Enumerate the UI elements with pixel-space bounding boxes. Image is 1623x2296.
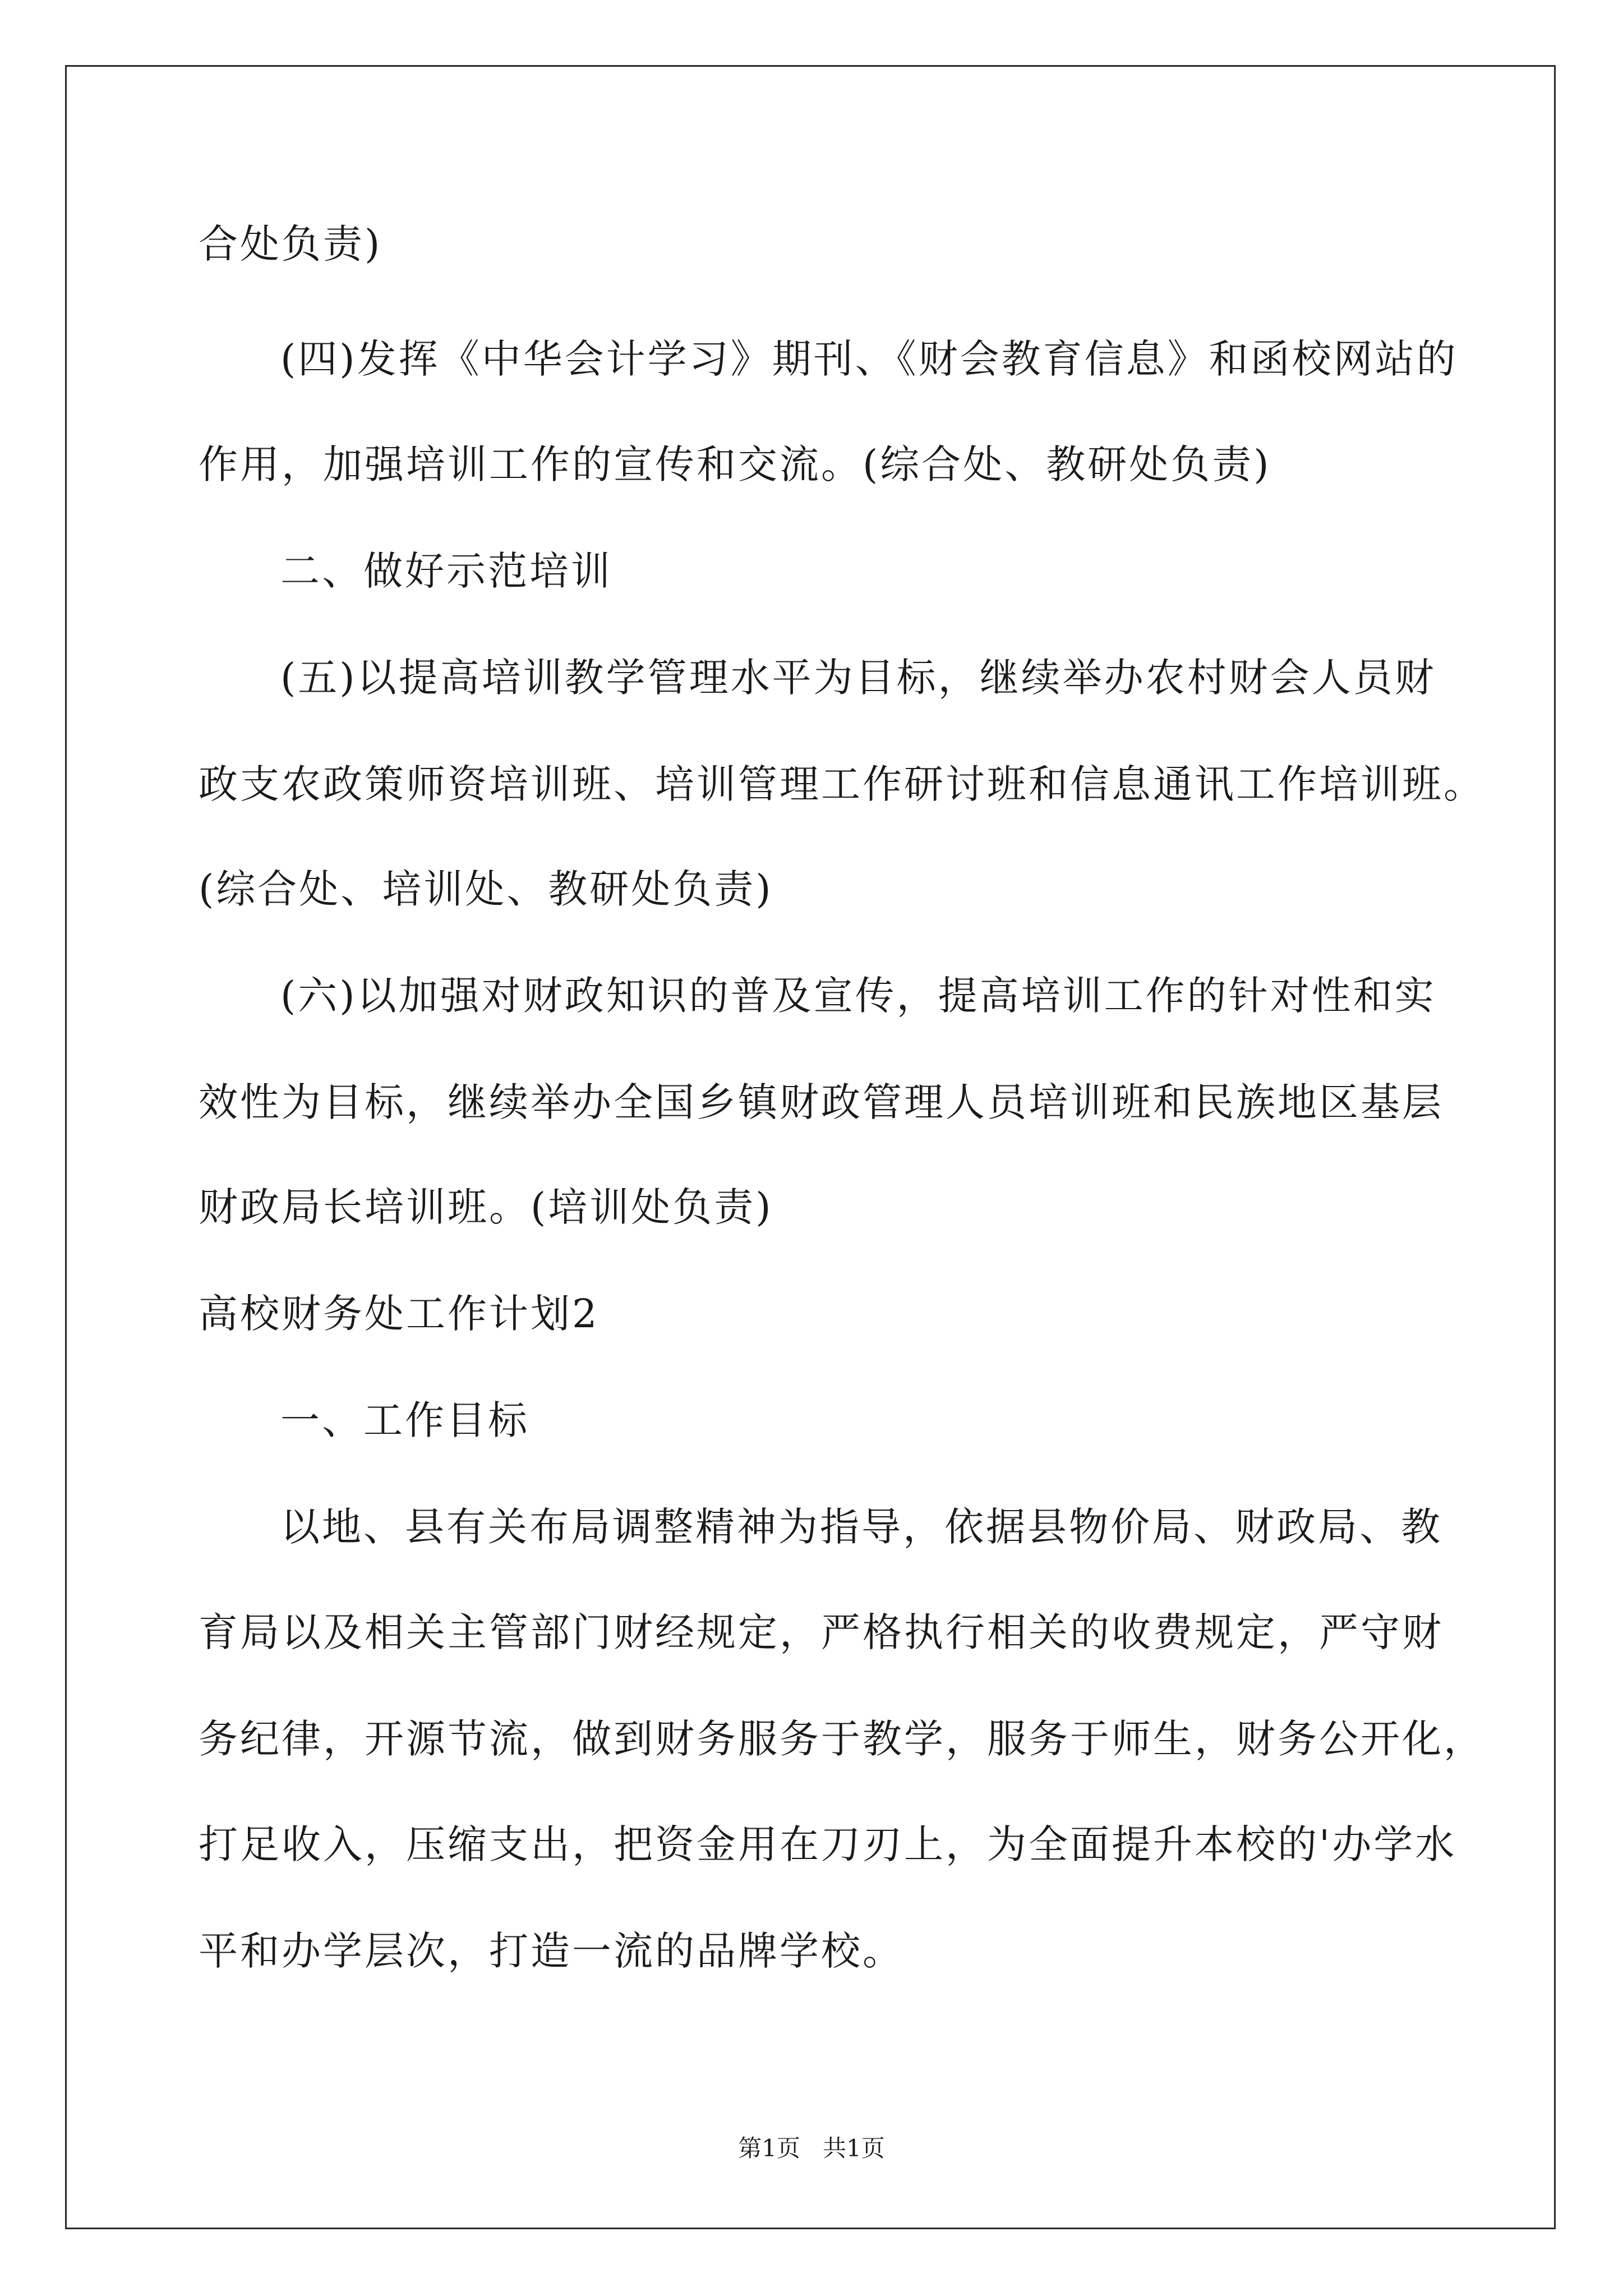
section-heading: 一、工作目标	[280, 1397, 529, 1443]
text-line: (四)发挥《中华会计学习》期刊、《财会教育信息》和函校网站的	[280, 336, 1458, 382]
text-line: 务纪律，开源节流，做到财务服务于教学，服务于师生，财务公开化，	[199, 1716, 1485, 1762]
text-line: (五)以提高培训教学管理水平为目标，继续举办农村财会人员财	[280, 655, 1436, 701]
section-heading: 二、做好示范培训	[280, 548, 612, 594]
text-line: 育局以及相关主管部门财经规定，严格执行相关的收费规定，严守财	[199, 1609, 1444, 1655]
text-line: 以地、县有关布局调整精神为指导，依据县物价局、财政局、教	[280, 1504, 1442, 1550]
text-line: 作用，加强培训工作的宣传和交流。(综合处、教研处负责)	[199, 441, 1271, 487]
text-line: 政支农政策师资培训班、培训管理工作研讨班和信息通讯工作培训班。	[199, 761, 1485, 807]
text-line: (六)以加强对财政知识的普及宣传，提高培训工作的针对性和实	[280, 973, 1436, 1019]
text-line: 平和办学层次，打造一流的品牌学校。	[199, 1928, 904, 1974]
page-border	[65, 65, 1556, 2229]
text-line: 效性为目标，继续举办全国乡镇财政管理人员培训班和民族地区基层	[199, 1079, 1444, 1125]
document-title: 高校财务处工作计划2	[199, 1291, 600, 1337]
text-line: 打足收入，压缩支出，把资金用在刀刃上，为全面提升本校的'办学水	[199, 1821, 1457, 1867]
text-line: 合处负责)	[199, 221, 382, 267]
text-line: 财政局长培训班。(培训处负责)	[199, 1184, 773, 1230]
page-number: 第1页 共1页	[738, 2134, 885, 2162]
text-line: (综合处、培训处、教研处负责)	[199, 866, 773, 912]
